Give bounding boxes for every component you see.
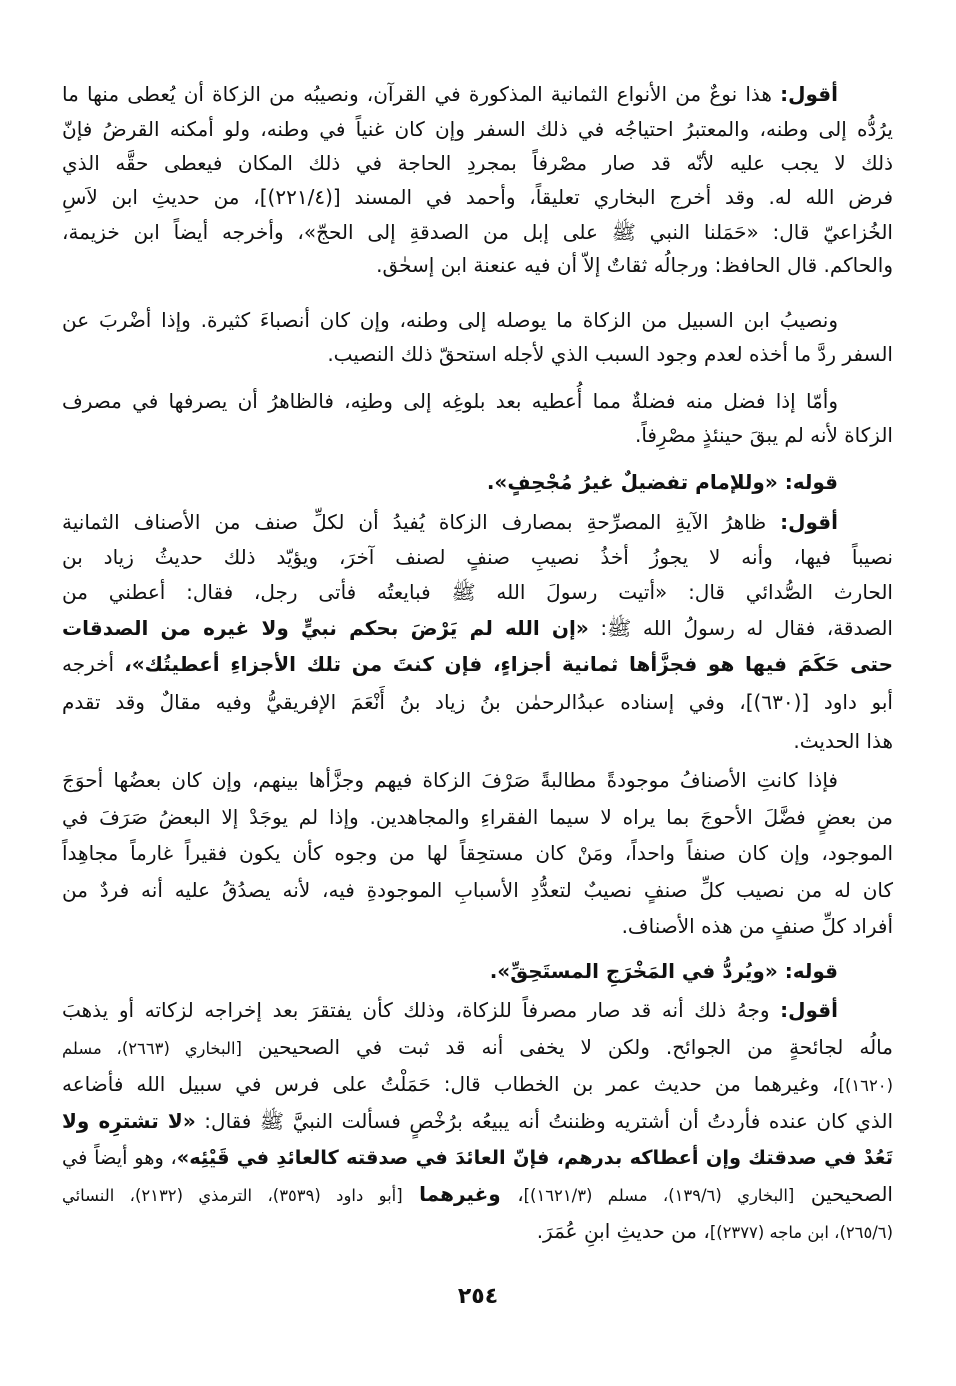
- text-line: [622, 909, 893, 943]
- text-segment: من بعضٍ فضَّلَ الأحوجَ بما يراه لا سيما الفقراءِ والمجاهدين. وإذا لم يوجَدْ إلا البعضُ صَرَفَ في: [62, 805, 893, 829]
- text-line: [62, 77, 838, 111]
- text-line: [62, 384, 838, 418]
- text-segment: (٢٦٥/٦)، ابن ماجه (٢٣٧٧)]: [709, 1223, 893, 1242]
- text-segment: [أبو داود (٣٥٣٩)، الترمذي (٢١٣٢)، النسائي: [61, 1186, 403, 1205]
- text-line: [62, 993, 838, 1027]
- text-line: [537, 1214, 893, 1248]
- text-segment: وغيرهما: [419, 1182, 501, 1206]
- text-segment: وجهُ ذلك أنه قد صار مصرفاً للزكاة، وذلك كأن يفتقرَ بعد إخراجه لزكاته أو يذهبَ: [62, 998, 781, 1022]
- text-line: [327, 337, 893, 371]
- text-segment: والحاكم. قال الحافظ: ورجالُه ثقاتٌ إلاّ أن فيه عنعنة ابن إسحٰق.: [376, 253, 893, 277]
- page-number: ٢٥٤: [457, 1284, 499, 1309]
- text-segment: الذي كان عنده فأردتُ أن أشتريه وظننتُ أنه يبيعُه برُخْصٍ فسألت النبيَّ ﷺ فقال:: [195, 1109, 893, 1133]
- text-line: [62, 800, 893, 834]
- text-segment: تَعُدْ في صدقتك وإن أعطاكه بدرهم، فإنّ العائدَ في صدقته كالعائدِ في قَيْئِه»: [176, 1146, 893, 1169]
- text-line: [62, 836, 893, 870]
- text-line: [62, 1104, 893, 1138]
- text-segment: «لا تشترِه ولا: [62, 1109, 196, 1133]
- text-segment: فرض الله له. وقد أخرج البخاري تعليقاً، وأحمد في المسند [(٢٢١/٤)]، من حديثِ ابن لاَسِ: [62, 185, 893, 209]
- text-segment: فإذا كانتِ الأصنافُ موجودةً مطالبةً صَرْفَ الزكاة فيهم وجزَّأها بينهم، وإن كان بعضُها أحوَجَ: [62, 768, 838, 792]
- text-line: [62, 112, 893, 146]
- text-segment: [البخاري (١٣٩/٦)، مسلم (١٦٢١/٣)]: [523, 1186, 795, 1205]
- text-line: [635, 418, 893, 452]
- text-line: [62, 1067, 893, 1101]
- text-segment: الزكاة لأنه لم يبقَ حينئذٍ مصْرِفاً.: [634, 423, 893, 447]
- text-segment: الصحيحين: [794, 1182, 893, 1206]
- text-segment: ، من حديثِ ابنِ عُمَرَ.: [536, 1219, 710, 1243]
- text-line: [62, 647, 893, 681]
- text-segment: ظاهرُ الآيةِ المصرِّحةِ بمصارف الزكاة يُفيدُ أن لكلِّ صنف من الأصناف الثمانية: [62, 510, 781, 534]
- text-segment: أقول:: [780, 510, 838, 534]
- text-segment: الخُزاعيّ قال: «حَمَلنا النبي ﷺ على إبل من الصدقةِ إلى الحجّ»، وأخرجه أيضاً ابن خزيمة،: [62, 220, 893, 244]
- text-line: [62, 146, 893, 180]
- text-line: [62, 540, 893, 574]
- text-segment: قوله: «ويُردُّ في المَخْرَجِ المستَحِقِّ».: [489, 959, 838, 983]
- text-line: [62, 575, 893, 609]
- text-line: [62, 505, 838, 539]
- text-line: [490, 954, 838, 988]
- text-segment: [403, 1182, 420, 1206]
- text-line: [793, 724, 893, 758]
- text-line: [62, 1177, 893, 1211]
- text-line: [62, 685, 893, 719]
- text-line: [62, 611, 893, 645]
- text-line: [62, 1141, 893, 1175]
- text-line: [376, 248, 893, 282]
- text-segment: أقول:: [780, 998, 838, 1022]
- text-segment: أفراد كلِّ صنفٍ من هذه الأصناف.: [621, 914, 893, 938]
- text-segment: حتى حَكَمَ فيها هو فجزَّأها ثمانية أجزاءٍ، فإن كنتَ من تلك الأجزاءِ أعطيتُك»،: [124, 652, 893, 676]
- text-segment: أقول:: [780, 82, 838, 106]
- text-segment: ذلك لا يجب عليه لأنّه قد صار مصْرفاً بمجردِ الحاجة في ذلك المكان فيعطى حقَّه الذي: [62, 151, 893, 175]
- text-segment: أخرجه: [62, 652, 125, 676]
- text-segment: يرُدُّه إلى وطنه، والمعتبرُ احتياجُه في ذلك السفر وإن كان غنياً في وطنه، ولو أمكنه القرضُ فإنّ: [62, 117, 893, 141]
- text-segment: الصدقة، فقال له رسولُ الله ﷺ:: [588, 616, 893, 640]
- text-line: [62, 763, 838, 797]
- text-line: [62, 1030, 893, 1064]
- text-segment: ، وغيرهما من حديث عمر بن الخطاب قال: حَمَلْتُ على فرس في سبيل الله فأضاعه: [62, 1072, 839, 1096]
- text-segment: مالُه لجائحةٍ من الجوائح. ولكن لا يخفى أنه قد ثبت في الصحيحين: [241, 1035, 893, 1059]
- text-segment: وأمّا إذا فضل منه فضلةٌ مما أُعطيه بعد بلوغِه إلى وطنِه، فالظاهرُ أن يصرفها في مصرف: [62, 389, 838, 413]
- text-segment: الحارث الصُّدائي قال: «أتيت رسولَ الله ﷺ فبايعتُه فأتى رجل، فقال: أعطني من: [62, 580, 893, 604]
- text-segment: ونصيبُ ابن السبيل من الزكاة ما يوصله إلى وطنه، وإن كان أنصباءَ كثيرة. وإذا أضْربَ عن: [62, 308, 838, 332]
- text-line: [62, 215, 893, 249]
- text-segment: أبو داود [(٦٣٠)]، وفي إسناده عبدُالرحمٰن بنُ زياد بنُ أَنْعَمَ الإفريقيُّ وفيه مقالٌ وقد تقدم: [62, 690, 893, 714]
- text-segment: ،: [500, 1182, 524, 1206]
- text-segment: كان له من نصيب كلِّ صنفٍ نصيبٌ لتعدُّدِ الأسبابِ الموجودةِ فيه، لأنه يصدُقُ عليه أنه فردٌ من: [62, 878, 893, 902]
- text-line: [62, 873, 893, 907]
- text-segment: [البخاري (٢٦٦٣)، مسلم: [61, 1039, 242, 1058]
- text-segment: قوله: «وللإمام تفضيلٌ غيرُ مُجْحِفٍ».: [486, 470, 838, 494]
- text-line: [62, 303, 838, 337]
- text-segment: السفر ردَّ ما أخذه لعدم وجود السبب الذي لأجله استحقّ ذلك النصيب.: [327, 342, 893, 366]
- text-segment: «إن الله لم يَرْضَ بحكم نبيٍّ ولا غيره من الصدقات: [62, 616, 589, 640]
- text-segment: ، وهو أيضاً في: [62, 1146, 177, 1169]
- text-segment: (١٦٢٠)]: [838, 1076, 893, 1095]
- text-line: [62, 180, 893, 214]
- text-segment: الموجود، وإن كان صنفاً واحداً، ومَنْ كان مستحِقاً لها من وجوه كأن يكون فقيراً غارماً مجاهِداً: [62, 841, 893, 865]
- text-line: [487, 465, 838, 499]
- text-segment: نصيباً فيها، وأنه لا يجوزُ أخذُ نصيبِ صنفٍ لصنف آخرَ، ويؤيّد ذلك حديثُ زياد بن: [62, 545, 893, 569]
- text-segment: هذا نوعٌ من الأنواع الثمانية المذكورة في القرآن، ونصيبُه من الزكاة أن يُعطى منها ما: [62, 82, 781, 106]
- text-segment: هذا الحديث.: [793, 729, 893, 753]
